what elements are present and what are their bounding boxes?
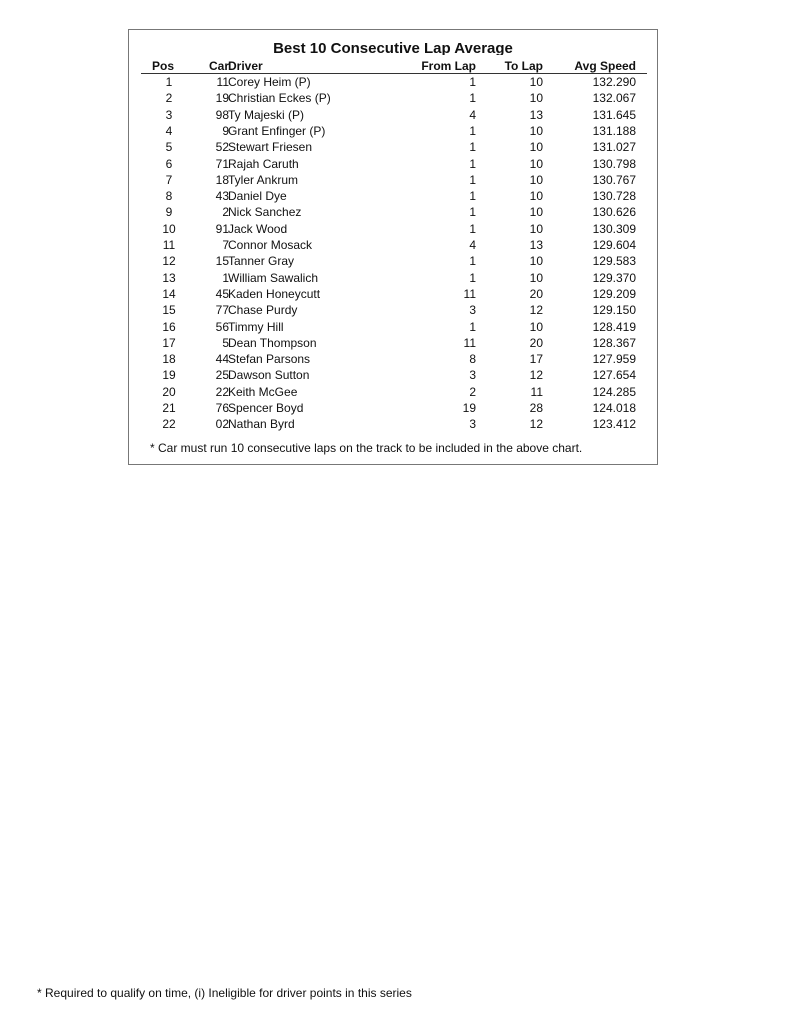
cell-car: 71	[215, 156, 229, 171]
cell-pos: 9	[165, 205, 173, 220]
cell-avg-speed: 129.583	[592, 254, 636, 269]
table-row	[141, 188, 647, 204]
cell-car: 76	[215, 401, 229, 415]
header-avg-speed: Avg Speed	[574, 59, 636, 73]
cell-pos: 6	[165, 156, 173, 171]
cell-car: 25	[215, 368, 229, 383]
cell-driver: William Sawalich	[228, 270, 319, 285]
cell-driver: Ty Majeski (P)	[228, 107, 305, 122]
cell-car: 2	[222, 205, 229, 220]
table-row	[141, 156, 647, 172]
cell-avg-speed: 129.370	[592, 270, 636, 285]
cell-car: 77	[215, 303, 229, 318]
cell-pos: 13	[162, 270, 176, 285]
cell-from-lap: 3	[469, 417, 476, 432]
cell-to-lap: 12	[529, 368, 543, 383]
cell-car: 19	[215, 91, 229, 106]
page-footnote: * Required to qualify on time, (i) Ineligible for driver points in this series	[37, 986, 412, 1000]
cell-avg-speed: 131.645	[592, 107, 636, 122]
cell-avg-speed: 128.419	[592, 319, 636, 334]
cell-avg-speed: 130.626	[592, 205, 636, 220]
cell-car: 5	[222, 335, 229, 350]
cell-pos: 7	[165, 172, 173, 187]
table-row	[141, 367, 647, 383]
cell-car: 43	[215, 189, 229, 204]
cell-to-lap: 10	[529, 75, 543, 89]
cell-pos: 18	[162, 352, 176, 367]
table-row	[141, 107, 647, 123]
cell-pos: 16	[162, 319, 176, 334]
lap-average-panel	[128, 29, 658, 465]
cell-from-lap: 19	[462, 401, 476, 415]
cell-from-lap: 1	[469, 189, 476, 204]
cell-from-lap: 1	[469, 123, 476, 138]
cell-from-lap: 11	[463, 286, 476, 301]
cell-car: 1	[222, 270, 229, 285]
cell-avg-speed: 130.728	[592, 189, 636, 204]
cell-to-lap: 17	[529, 352, 543, 367]
cell-from-lap: 1	[469, 140, 476, 155]
cell-to-lap: 13	[529, 107, 543, 122]
cell-pos: 8	[165, 189, 173, 204]
cell-from-lap: 1	[469, 156, 476, 171]
cell-from-lap: 2	[469, 384, 476, 399]
cell-avg-speed: 129.604	[592, 238, 636, 252]
cell-to-lap: 10	[529, 189, 543, 204]
cell-to-lap: 10	[529, 254, 543, 269]
table-row	[141, 335, 647, 351]
cell-car: 56	[215, 319, 229, 334]
cell-pos: 3	[165, 107, 173, 122]
table-row	[141, 74, 647, 90]
cell-driver: Chase Purdy	[228, 303, 298, 318]
cell-pos: 11	[162, 238, 176, 252]
cell-to-lap: 10	[529, 91, 543, 106]
table-row	[141, 351, 647, 367]
cell-pos: 15	[162, 303, 176, 318]
table-row	[141, 302, 647, 318]
cell-car: 45	[215, 286, 229, 301]
cell-car: 9	[222, 123, 229, 138]
table-row	[141, 172, 647, 188]
cell-driver: Kaden Honeycutt	[228, 286, 321, 301]
cell-driver: Grant Enfinger (P)	[228, 123, 326, 138]
cell-driver: Tanner Gray	[228, 254, 295, 269]
table-row	[141, 253, 647, 269]
table-row	[141, 400, 647, 416]
table-row	[141, 204, 647, 220]
cell-avg-speed: 129.209	[592, 286, 636, 301]
cell-pos: 19	[162, 368, 176, 383]
cell-to-lap: 10	[529, 205, 543, 220]
cell-to-lap: 20	[529, 335, 543, 350]
cell-from-lap: 3	[469, 303, 476, 318]
header-car: Car	[208, 59, 229, 73]
table-row	[141, 319, 647, 335]
table-row	[141, 384, 647, 400]
cell-driver: Connor Mosack	[228, 238, 313, 252]
cell-pos: 22	[162, 417, 176, 432]
cell-to-lap: 10	[529, 172, 543, 187]
cell-from-lap: 1	[469, 205, 476, 220]
header-pos: Pos	[152, 59, 175, 73]
cell-pos: 17	[162, 335, 176, 350]
cell-from-lap: 4	[469, 238, 476, 252]
panel-title: Best 10 Consecutive Lap Average	[273, 40, 513, 55]
cell-pos: 20	[162, 384, 176, 399]
cell-car: 11	[216, 75, 229, 89]
table-note: * Car must run 10 consecutive laps on the track to be included in the above chart.	[150, 441, 583, 455]
cell-car: 02	[215, 417, 229, 432]
cell-avg-speed: 124.285	[592, 384, 636, 399]
header-driver: Driver	[228, 59, 263, 73]
table-row	[141, 237, 647, 253]
header-from-lap: From Lap	[421, 59, 476, 73]
cell-to-lap: 10	[529, 270, 543, 285]
cell-avg-speed: 128.367	[592, 335, 636, 350]
cell-car: 91	[215, 221, 229, 236]
cell-driver: Nathan Byrd	[228, 417, 295, 432]
cell-to-lap: 10	[529, 156, 543, 171]
cell-to-lap: 10	[529, 140, 543, 155]
cell-driver: Nick Sanchez	[228, 205, 302, 220]
table-row	[141, 90, 647, 106]
table-row	[141, 123, 647, 139]
cell-avg-speed: 131.188	[592, 123, 636, 138]
cell-pos: 14	[162, 286, 176, 301]
cell-to-lap: 13	[529, 238, 543, 252]
cell-pos: 21	[162, 401, 176, 415]
cell-car: 18	[215, 172, 229, 187]
cell-driver: Stewart Friesen	[228, 140, 313, 155]
cell-avg-speed: 129.150	[592, 303, 636, 318]
cell-to-lap: 10	[529, 123, 543, 138]
cell-driver: Timmy Hill	[228, 319, 284, 334]
cell-car: 7	[222, 238, 229, 252]
table-row	[141, 139, 647, 155]
cell-avg-speed: 130.309	[592, 221, 636, 236]
cell-car: 98	[215, 107, 229, 122]
cell-car: 22	[215, 384, 229, 399]
cell-from-lap: 1	[469, 75, 476, 89]
cell-to-lap: 28	[529, 401, 543, 415]
cell-to-lap: 10	[529, 319, 543, 334]
cell-from-lap: 1	[469, 91, 476, 106]
cell-pos: 1	[165, 75, 173, 89]
cell-avg-speed: 124.018	[592, 401, 636, 415]
cell-to-lap: 12	[529, 417, 543, 432]
header-to-lap: To Lap	[504, 59, 543, 73]
cell-to-lap: 10	[529, 221, 543, 236]
cell-from-lap: 1	[469, 254, 476, 269]
cell-pos: 10	[162, 221, 176, 236]
cell-car: 52	[215, 140, 229, 155]
cell-driver: Dean Thompson	[228, 335, 317, 350]
cell-from-lap: 3	[469, 368, 476, 383]
cell-car: 15	[215, 254, 229, 269]
cell-avg-speed: 127.959	[592, 352, 636, 367]
table-row	[141, 221, 647, 237]
cell-avg-speed: 127.654	[592, 368, 636, 383]
cell-avg-speed: 130.798	[592, 156, 636, 171]
cell-avg-speed: 132.067	[592, 91, 636, 106]
cell-avg-speed: 130.767	[592, 172, 636, 187]
table-row	[141, 270, 647, 286]
cell-driver: Daniel Dye	[228, 189, 287, 204]
cell-driver: Spencer Boyd	[228, 401, 304, 415]
cell-from-lap: 8	[469, 352, 476, 367]
cell-driver: Dawson Sutton	[228, 368, 310, 383]
cell-from-lap: 4	[469, 107, 476, 122]
cell-driver: Stefan Parsons	[228, 352, 311, 367]
table-row	[141, 416, 647, 432]
cell-avg-speed: 131.027	[592, 140, 636, 155]
cell-to-lap: 11	[530, 384, 543, 399]
table-header	[141, 59, 647, 74]
cell-car: 44	[215, 352, 229, 367]
cell-avg-speed: 123.412	[592, 417, 636, 432]
cell-pos: 5	[165, 140, 173, 155]
cell-from-lap: 1	[469, 270, 476, 285]
cell-avg-speed: 132.290	[592, 75, 636, 89]
cell-driver: Tyler Ankrum	[228, 172, 299, 187]
cell-to-lap: 20	[529, 286, 543, 301]
cell-from-lap: 1	[469, 172, 476, 187]
cell-pos: 4	[165, 123, 173, 138]
cell-pos: 12	[162, 254, 176, 269]
cell-driver: Christian Eckes (P)	[228, 91, 331, 106]
cell-driver: Keith McGee	[228, 384, 298, 399]
cell-to-lap: 12	[529, 303, 543, 318]
cell-driver: Jack Wood	[228, 221, 288, 236]
cell-driver: Corey Heim (P)	[228, 75, 311, 89]
cell-pos: 2	[165, 91, 173, 106]
cell-from-lap: 1	[469, 221, 476, 236]
table-row	[141, 286, 647, 302]
cell-from-lap: 11	[463, 335, 476, 350]
cell-from-lap: 1	[469, 319, 476, 334]
cell-driver: Rajah Caruth	[228, 156, 299, 171]
